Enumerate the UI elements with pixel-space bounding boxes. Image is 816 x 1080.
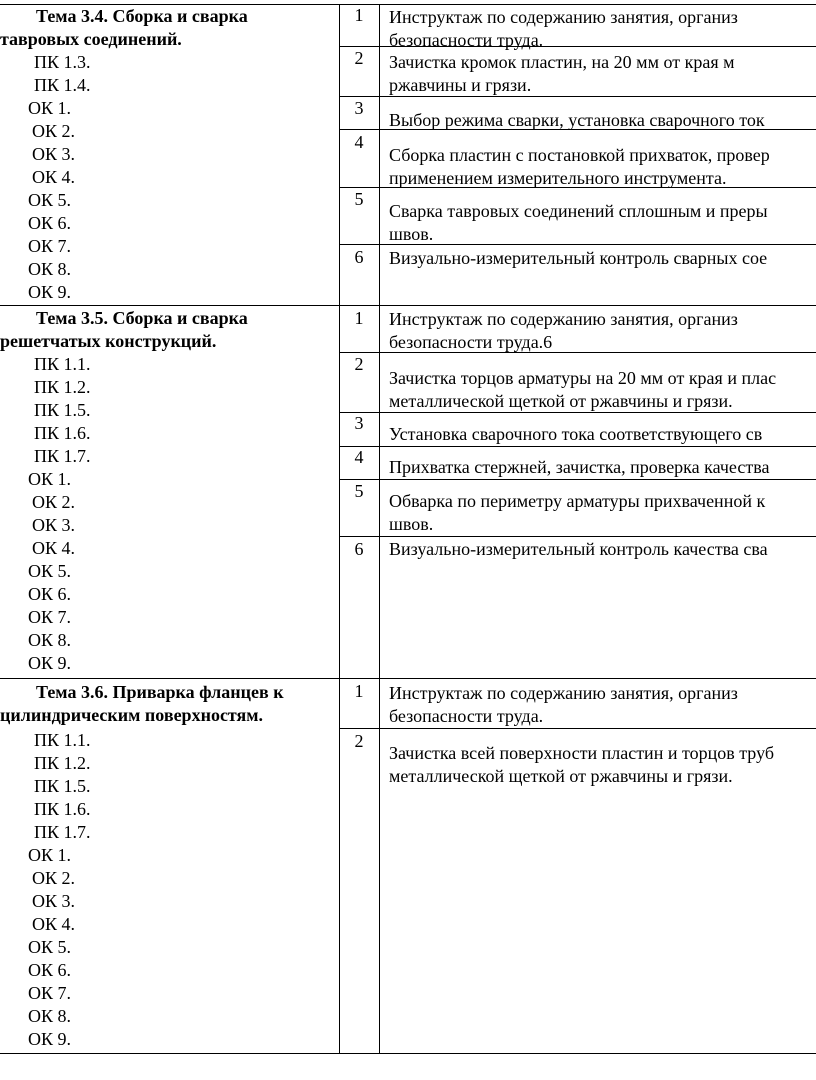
- competency-code: ОК 4.: [32, 914, 76, 934]
- competency-code: ОК 7.: [28, 236, 72, 256]
- competency-code: ПК 1.5.: [34, 776, 91, 796]
- section-divider: [0, 305, 816, 306]
- column-divider: [339, 4, 340, 1054]
- task-number: 3: [354, 413, 364, 433]
- competency-code: ОК 3.: [32, 144, 76, 164]
- task-text: Зачистка всей поверхности пластин и торцов труб: [389, 743, 774, 763]
- competency-code: ПК 1.2.: [34, 377, 91, 397]
- competency-code: ОК 8.: [28, 259, 72, 279]
- competency-code: ПК 1.7.: [34, 446, 91, 466]
- competency-code: ОК 1.: [28, 98, 72, 118]
- competency-code: ОК 6.: [28, 584, 72, 604]
- task-number: 3: [354, 98, 364, 118]
- topic-title: тавровых соединений.: [0, 29, 182, 49]
- task-text: Визуально-измерительный контроль качества сва: [389, 539, 768, 559]
- task-text: Инструктаж по содержанию занятия, организ: [389, 7, 738, 27]
- task-text: металлической щеткой от ржавчины и грязи.: [389, 391, 733, 411]
- competency-code: ОК 1.: [28, 845, 72, 865]
- task-number: 2: [354, 354, 364, 374]
- task-number: 1: [354, 681, 364, 701]
- topic-title: цилиндрическим поверхностям.: [0, 705, 264, 725]
- task-text: Инструктаж по содержанию занятия, организ: [389, 309, 738, 329]
- competency-code: ПК 1.6.: [34, 423, 91, 443]
- task-text: Обварка по периметру арматуры прихваченной к: [389, 491, 766, 511]
- task-number: 2: [354, 48, 364, 68]
- topic-title: Тема 3.4. Сборка и сварка: [36, 6, 248, 26]
- task-number: 4: [354, 132, 364, 152]
- task-text: ржавчины и грязи.: [389, 75, 532, 95]
- competency-code: ПК 1.5.: [34, 400, 91, 420]
- topic-title: Тема 3.5. Сборка и сварка: [36, 308, 248, 328]
- competency-code: ПК 1.1.: [34, 354, 91, 374]
- table-bottom-border: [0, 1053, 816, 1054]
- column-divider: [379, 4, 380, 1054]
- competency-code: ОК 7.: [28, 607, 72, 627]
- competency-code: ОК 2.: [32, 492, 76, 512]
- competency-code: ОК 3.: [32, 515, 76, 535]
- competency-code: ПК 1.2.: [34, 753, 91, 773]
- topic-title: Тема 3.6. Приварка фланцев к: [36, 682, 284, 702]
- competency-code: ПК 1.6.: [34, 799, 91, 819]
- competency-code: ОК 4.: [32, 538, 76, 558]
- competency-code: ОК 2.: [32, 121, 76, 141]
- competency-code: ОК 1.: [28, 469, 72, 489]
- task-text: безопасности труда.: [389, 30, 544, 50]
- task-number: 5: [354, 189, 364, 209]
- task-text: Визуально-измерительный контроль сварных сое: [389, 248, 768, 268]
- competency-code: ОК 6.: [28, 213, 72, 233]
- competency-code: ПК 1.1.: [34, 730, 91, 750]
- competency-code: ОК 9.: [28, 653, 72, 673]
- competency-code: ОК 4.: [32, 167, 76, 187]
- competency-code: ОК 8.: [28, 630, 72, 650]
- task-text: безопасности труда.6: [389, 332, 553, 352]
- task-number: 1: [354, 5, 364, 25]
- competency-code: ОК 6.: [28, 960, 72, 980]
- section-divider: [0, 678, 816, 679]
- competency-code: ОК 5.: [28, 190, 72, 210]
- competency-code: ОК 5.: [28, 561, 72, 581]
- competency-code: ОК 9.: [28, 282, 72, 302]
- competency-code: ПК 1.3.: [34, 52, 91, 72]
- task-text: Выбор режима сварки, установка сварочного ток: [389, 110, 765, 130]
- task-text: Прихватка стержней, зачистка, проверка качества: [389, 457, 770, 477]
- task-number: 6: [354, 539, 364, 559]
- task-text: Инструктаж по содержанию занятия, организ: [389, 683, 738, 703]
- task-text: швов.: [389, 224, 434, 244]
- task-text: швов.: [389, 514, 434, 534]
- task-text: металлической щеткой от ржавчины и грязи.: [389, 766, 733, 786]
- competency-code: ОК 3.: [32, 891, 76, 911]
- task-text: безопасности труда.: [389, 706, 544, 726]
- topic-title: решетчатых конструкций.: [0, 331, 217, 351]
- competency-code: ПК 1.7.: [34, 822, 91, 842]
- task-text: применением измерительного инструмента.: [389, 168, 727, 188]
- task-text: Зачистка торцов арматуры на 20 мм от края и плас: [389, 368, 777, 388]
- competency-code: ОК 2.: [32, 868, 76, 888]
- competency-code: ОК 5.: [28, 937, 72, 957]
- task-text: Установка сварочного тока соответствующего св: [389, 424, 763, 444]
- competency-code: ПК 1.4.: [34, 75, 91, 95]
- task-number: 4: [354, 447, 364, 467]
- competency-code: ОК 7.: [28, 983, 72, 1003]
- competency-code: ОК 8.: [28, 1006, 72, 1026]
- competency-code: ОК 9.: [28, 1029, 72, 1049]
- task-number: 5: [354, 481, 364, 501]
- task-number: 1: [354, 308, 364, 328]
- task-text: Зачистка кромок пластин, на 20 мм от края м: [389, 52, 735, 72]
- task-number: 2: [354, 731, 364, 751]
- task-text: Сборка пластин с постановкой прихваток, провер: [389, 145, 770, 165]
- task-number: 6: [354, 247, 364, 267]
- task-text: Сварка тавровых соединений сплошным и преры: [389, 201, 768, 221]
